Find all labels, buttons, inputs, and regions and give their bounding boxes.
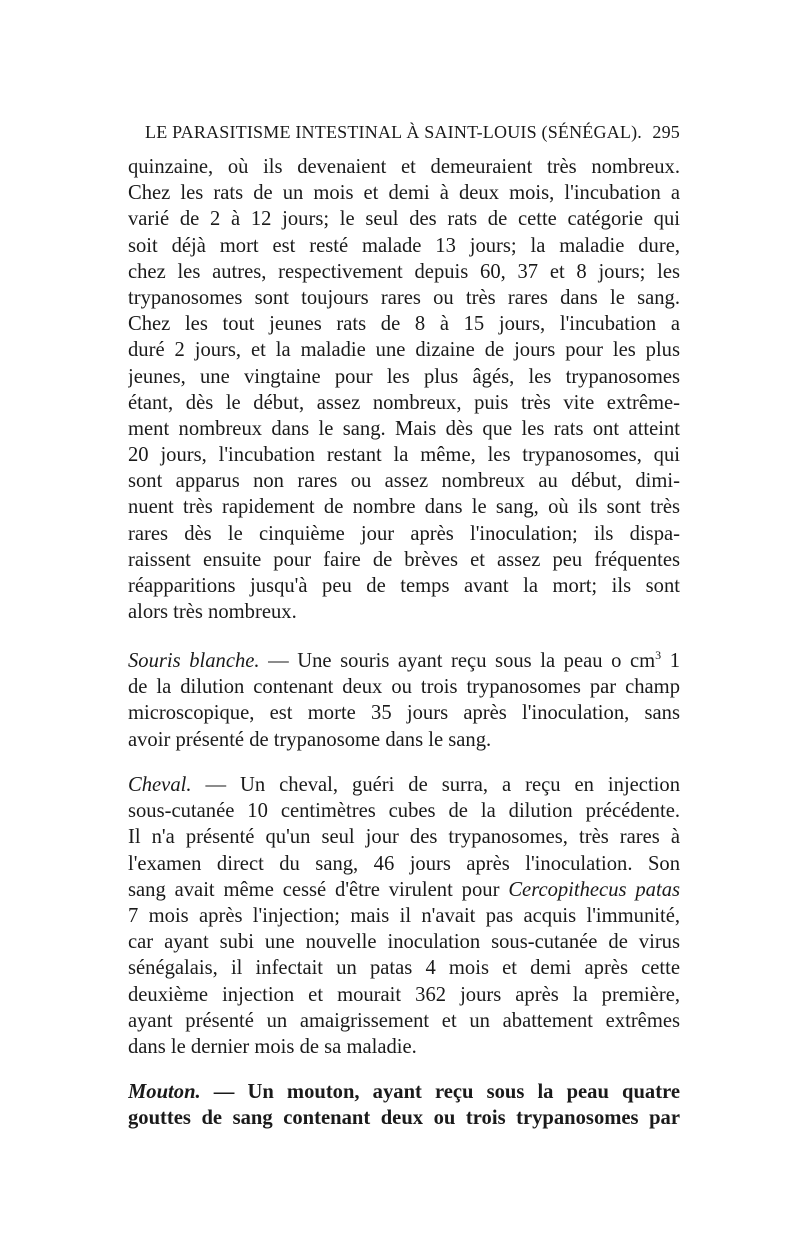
text-line: sénégalais, il infectait un patas 4 mois et demi après cette — [128, 957, 680, 980]
text-line — [128, 877, 680, 903]
text-line: Chez les tout jeunes rats de 8 à 15 jours, l'incubation a — [128, 313, 680, 336]
text-line: Chez les rats de un mois et demi à deux mois, l'incubation a — [128, 182, 680, 205]
text-line: alors très nombreux. — [128, 601, 297, 624]
text-line: chez les autres, respectivement depuis 60, 37 et 8 jours; les — [128, 260, 680, 283]
text-line: ayant présenté un amaigrissement et un abattement extrêmes — [128, 1009, 680, 1032]
text-run: sang avait même cessé d'être virulent pour — [128, 878, 509, 901]
text-line: microscopique, est morte 35 jours après l'inoculation, sans — [128, 702, 680, 725]
text-line: nuent très rapidement de nombre dans le sang, où ils sont très — [128, 496, 680, 519]
text-line: sont apparus non rares ou assez nombreux au début, dimi- — [128, 470, 680, 493]
superscript: 3 — [655, 648, 662, 663]
section-label-cheval: Cheval. — [128, 774, 192, 796]
section-label-mouton: Mouton. — [128, 1081, 201, 1103]
text-run: — Un cheval, guéri de surra, a reçu en injection — [191, 774, 680, 796]
text-line: 20 jours, l'incubation restant la même, les trypanosomes, qui — [128, 444, 680, 467]
text-line: réapparitions jusqu'à peu de temps avant la mort; ils sont — [128, 575, 680, 597]
text-line: dans le dernier mois de sa maladie. — [128, 1035, 417, 1058]
text-line: étant, dès le début, assez nombreux, puis très vite extrême- — [128, 391, 680, 414]
text-line: avoir présenté de trypanosome dans le sang. — [128, 728, 492, 751]
running-title: LE PARASITISME INTESTINAL À SAINT-LOUIS (SÉNÉGAL). — [145, 122, 642, 142]
text-line: l'examen direct du sang, 46 jours après l'inoculation. Son — [128, 852, 680, 875]
text-line: deuxième injection et mourait 362 jours après la première, — [128, 983, 680, 1006]
text-line: gouttes de sang contenant deux ou trois trypanosomes par — [128, 1107, 680, 1130]
paragraph-souris — [128, 648, 680, 753]
text-line: soit déjà mort est resté malade 13 jours; la maladie dure, — [128, 234, 680, 257]
text-line: raissent ensuite pour faire de brèves et assez peu fréquentes — [128, 548, 680, 571]
text-line: rares dès le cinquième jour après l'inoculation; ils dispa- — [128, 522, 680, 545]
text-line — [128, 1079, 680, 1105]
text-run: — Un mouton, ayant reçu sous la peau quatre — [200, 1081, 680, 1103]
text-line: de la dilution contenant deux ou trois trypanosomes par champ — [128, 676, 680, 699]
text-run: — Une souris ayant reçu sous la peau o cm — [259, 650, 656, 672]
text-run: 1 — [661, 650, 680, 672]
text-line: duré 2 jours, et la maladie une dizaine de jours pour les plus — [128, 339, 680, 362]
paragraph-mouton — [128, 1079, 680, 1131]
text-line: varié de 2 à 12 jours; le seul des rats de cette catégorie qui — [128, 208, 680, 231]
text-line — [128, 648, 680, 674]
text-line — [128, 772, 680, 798]
text-line: ment nombreux dans le sang. Mais dès que les rats ont atteint — [128, 417, 680, 440]
section-label-souris: Souris blanche. — [128, 650, 260, 672]
paragraph-rats — [128, 154, 680, 625]
text-line: sous-cutanée 10 centimètres cubes de la dilution précédente. — [128, 800, 680, 823]
page-number: 295 — [652, 122, 680, 142]
text-line: car ayant subi une nouvelle inoculation sous-cutanée de virus — [128, 931, 680, 954]
text-line: trypanosomes sont toujours rares ou très rares dans le sang. — [128, 286, 680, 309]
page-header — [145, 122, 680, 143]
species-name: Cercopithecus patas — [508, 878, 680, 901]
text-line: quinzaine, où ils devenaient et demeuraient très nombreux. — [128, 156, 680, 178]
text-line: 7 mois après l'injection; mais il n'avait pas acquis l'immunité, — [128, 904, 680, 927]
text-line: Il n'a présenté qu'un seul jour des trypanosomes, très rares à — [128, 826, 680, 849]
text-line: jeunes, une vingtaine pour les plus âgés, les trypanosomes — [128, 365, 680, 388]
paragraph-cheval — [128, 772, 680, 1060]
